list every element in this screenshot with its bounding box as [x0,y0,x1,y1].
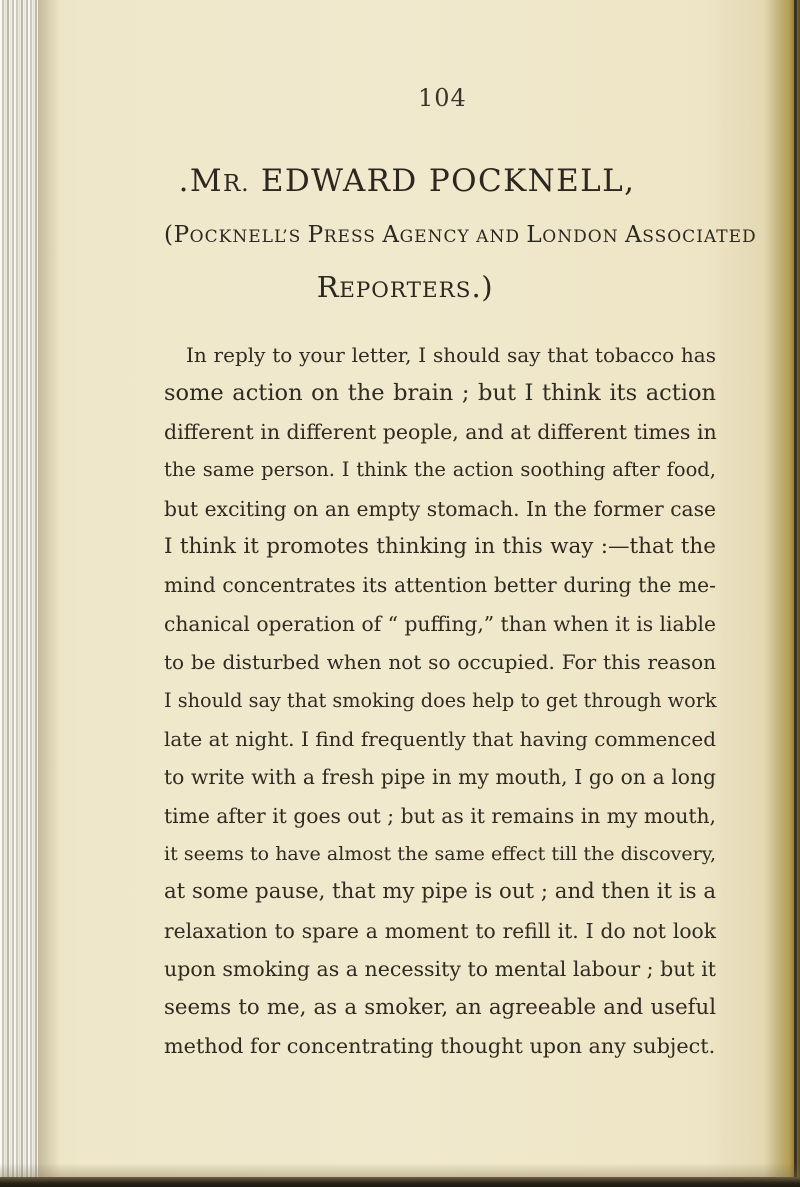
body-line: to write with a fresh pipe in my mouth, I go on a long [164,765,716,790]
body-line: the same person. I think the action soothing after food, [164,458,716,482]
subheading-small-caps: ONDON [542,227,625,247]
body-line: mind concentrates its attention better during the me- [164,573,716,598]
subheading-line-2 [0,270,800,304]
subheading-cap: A [625,222,643,248]
body-line: at some pause, that my pipe is out ; and then it is a [164,879,716,905]
body-line: chanical operation of “ puffing,” than when it is liable [164,611,716,636]
body-line: but exciting on an empty stomach. In the former case [164,496,716,521]
body-line: time after it goes out ; but as it remains in my mouth, [164,803,716,828]
heading-name: EDWARD POCKNELL, [249,163,636,199]
subheading-line-1 [164,222,757,248]
body-line: In reply to your letter, I should say that tobacco has [186,343,716,367]
page-number: 104 [418,84,467,112]
subheading-small-caps: RESS [323,227,383,247]
body-line: it seems to have almost the same effect till the discovery, [164,843,716,866]
subheading-cap: (P [164,222,190,248]
body-line: some action on the brain ; but I think its action [164,380,716,407]
page-bottom-shadow [0,1163,800,1177]
subheading-cap: L [526,222,543,248]
page-bottom-edge [0,1177,800,1187]
subheading-cap: P [307,222,324,248]
body-line: I should say that smoking does help to get through work [164,688,717,712]
section-heading [0,163,800,199]
body-line: to be disturbed when not so occupied. For this reason [164,650,716,675]
subheading-small-caps: SSOCIATED [642,227,757,247]
subheading-word [382,222,526,248]
body-line: seems to me, as a smoker, an agreeable and useful [164,994,716,1020]
letter-body [164,336,716,1065]
body-line: I think it promotes thinking in this way :—that the [164,533,716,559]
heading-prefix: . [178,163,190,199]
body-line: relaxation to spare a moment to refill it. I do not look [164,918,716,943]
subheading-small-caps: GENCY AND [399,227,527,247]
subheading-cap: .) [471,270,494,304]
subheading-cap: A [382,222,400,248]
subheading-word [164,222,308,248]
heading-honorific-rest: R. [223,171,250,197]
subheading-word [308,222,383,248]
body-line: different in different people, and at different times in [164,419,717,444]
body-line: late at night. I find frequently that having commenced [164,726,716,751]
heading-honorific-initial: M [189,163,224,199]
subheading-small-caps: EPORTERS [339,278,472,303]
body-line: upon smoking as a necessity to mental labour ; but it [164,957,716,982]
subheading-cap: R [316,270,340,304]
subheading-small-caps: OCKNELL’S [189,227,308,247]
subheading-word [526,222,625,248]
body-line: method for concentrating thought upon any subject. [164,1034,716,1059]
subheading-word [625,222,757,248]
